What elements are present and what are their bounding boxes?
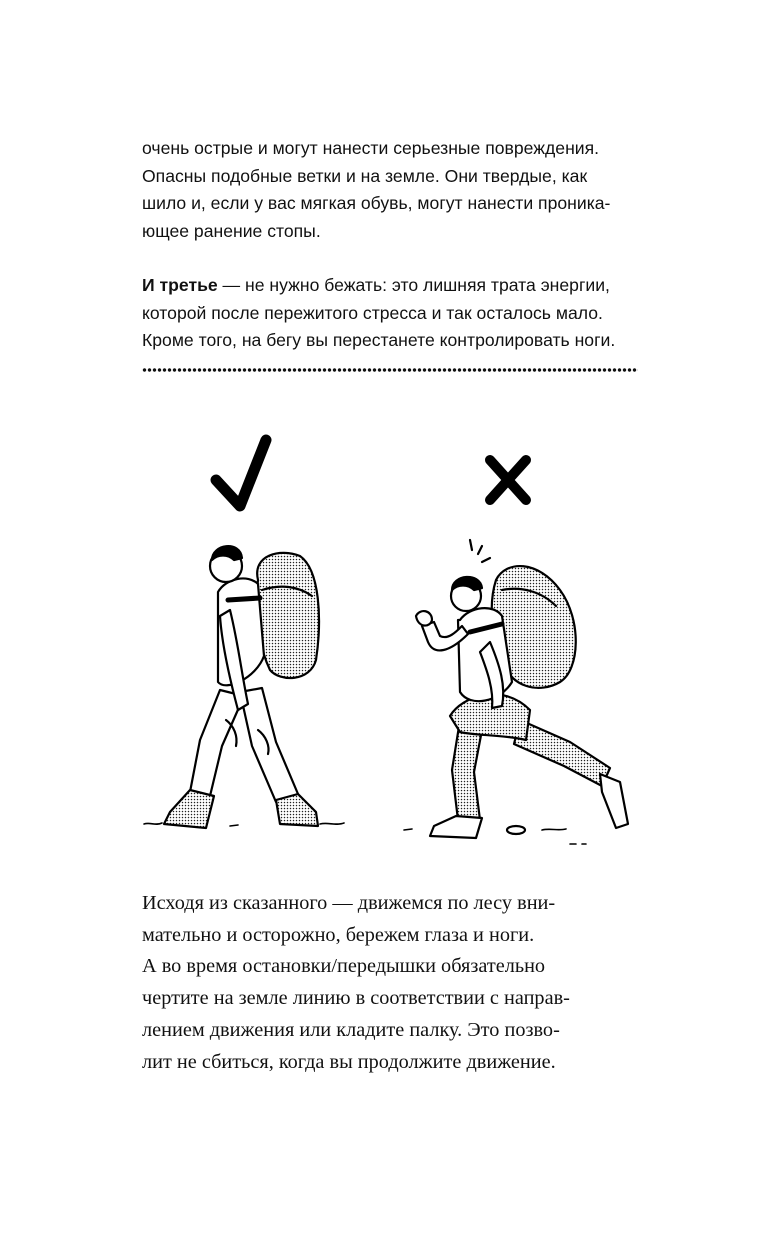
text-line: которой после пережитого стресса и так осталось мало.: [142, 302, 603, 323]
text-line: лением движения или кладите палку. Это позво-: [142, 1018, 560, 1041]
text-line: чертите на земле линию в соответствии с направ-: [142, 987, 570, 1010]
text-line: мательно и осторожно, бережем глаза и ноги.: [142, 923, 535, 946]
text-line: шило и, если у вас мягкая обувь, могут нанести проника-: [142, 193, 611, 213]
paragraph-branches-danger: [142, 135, 642, 245]
dotted-divider: [142, 368, 638, 372]
text-line: ющее ранение стопы.: [142, 220, 321, 241]
paragraph-conclusion: [142, 888, 642, 1078]
paragraph-dont-run: [142, 272, 642, 355]
text-line: очень острые и могут нанести серьезные повреждения.: [142, 138, 600, 158]
text-line: Исходя из сказанного — движемся по лесу вни-: [142, 892, 556, 914]
text-line: [142, 272, 642, 300]
cross-icon: [490, 460, 526, 500]
running-hiker-figure: [416, 540, 628, 838]
check-icon: [216, 440, 266, 506]
text-fragment: — не нужно бежать: это лишняя трата энергии,: [217, 275, 610, 295]
hikers-illustration: [130, 420, 650, 860]
paragraph-lead: И третье: [142, 275, 218, 295]
walking-hiker-figure: [164, 546, 319, 828]
text-line: Опасны подобные ветки и на земле. Они твердые, как: [142, 165, 588, 186]
text-line: Кроме того, на бегу вы перестанете контролировать ноги.: [142, 330, 616, 350]
text-line: лит не сбиться, когда вы продолжите движение.: [142, 1050, 556, 1073]
text-line: А во время остановки/передышки обязательно: [142, 955, 546, 978]
